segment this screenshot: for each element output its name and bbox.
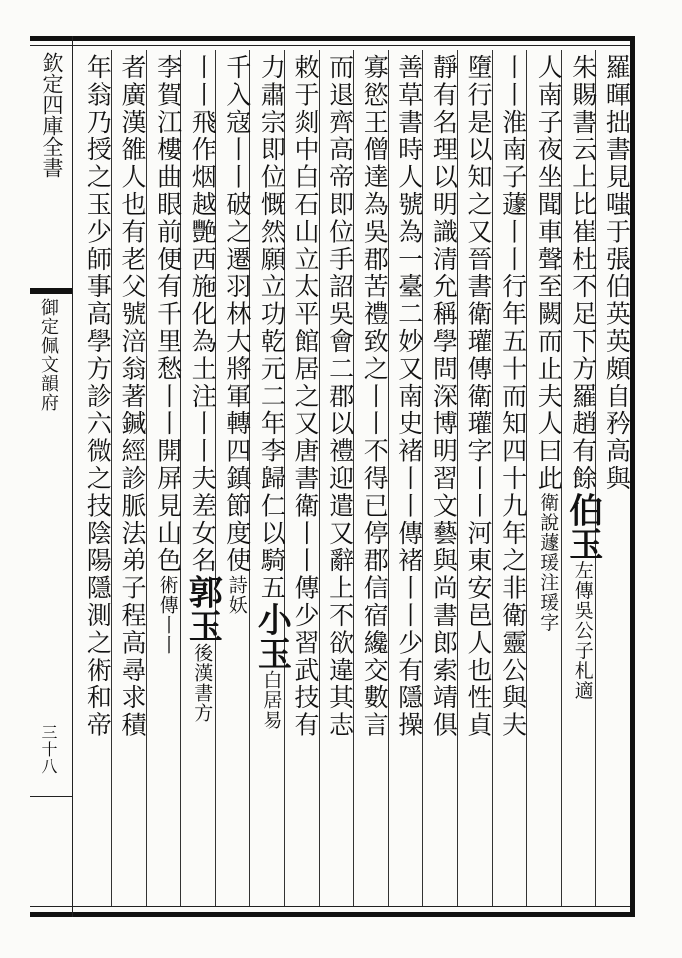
annotation-text: 詩妖 <box>225 574 248 615</box>
column-text: 年翁乃授之玉少師事高學方診六微之技陰陽隱測之術和帝 <box>83 54 113 739</box>
column-text: 而退齊高帝即位手詔吳會二郡以禮迎遣又辭上不欲違其志 <box>325 54 355 739</box>
column-text: 寡慾王僧達為吳郡苦禮致之丨丨不得已停郡信宿纔交數言 <box>360 54 390 739</box>
annotation-text: 衛說蘧瑗注瑗字 <box>537 492 560 633</box>
gutter-divider <box>72 36 73 917</box>
column-text: 者廣漢雒人也有老父號涪翁著鍼經診脈法弟子程高尋求積 <box>118 54 147 739</box>
column-text: 千入寇丨丨破之遷羽林大將軍轉四鎮節度使詩妖 <box>222 54 252 615</box>
gutter-series-title: 欽定四庫全書 <box>40 52 64 178</box>
page-number: 三十八 <box>39 724 58 775</box>
annotation-text: 白居易 <box>260 670 283 730</box>
annotation-text: 左傳吳公子札適 <box>571 560 594 701</box>
frame-top-border <box>30 36 634 41</box>
column-text: 朱賜書云上比崔杜不足下方羅趙有餘伯玉左傳吳公子札適 <box>562 54 603 701</box>
column-text: 敕于剡中白石山立太平館居之又唐書衛丨丨傳少習武技有 <box>291 54 320 739</box>
frame-inner-bottom-rule <box>30 906 630 907</box>
headword-large: 伯玉 <box>562 492 603 561</box>
column-text: 墮行是以知之又晉書衛瓘傳衛瓘字丨丨河東安邑人也性貞 <box>464 54 493 739</box>
column-text: 李賀江樓曲眼前便有千里愁丨丨開屏見山色術傳丨丨 <box>153 54 183 655</box>
fishtail-mark <box>30 288 72 294</box>
column-text: 丨丨飛作烟越艷西施化為土注丨丨夫差女名郭玉後漢書方 <box>182 54 223 723</box>
text-columns <box>76 50 630 906</box>
column-text: 羅暉拙書見嗤于張伯英英頗自矜高與 <box>602 54 632 493</box>
book-title: 御定佩文韻府 <box>38 298 59 412</box>
column-text: 丨丨淮南子蘧丨丨行年五十而知四十九年之非衛靈公與夫 <box>498 54 528 739</box>
frame-bottom-border <box>30 912 634 917</box>
frame-inner-top-rule <box>30 45 630 46</box>
text-column <box>77 54 112 904</box>
column-text: 人南子夜坐聞車聲至闕而止夫人曰此衛說蘧瑗注瑗字 <box>534 54 564 633</box>
annotation-text: 術傳丨丨 <box>156 574 179 655</box>
headword-large: 郭玉 <box>182 574 223 643</box>
page-number-rule <box>30 796 72 797</box>
headword-large: 小玉 <box>251 602 292 670</box>
column-text: 善草書時人號為一臺二妙又南史褚丨丨傳褚丨丨少有隱操 <box>394 54 424 739</box>
annotation-text: 後漢書方 <box>191 642 214 723</box>
column-text: 靜有名理以明識清允稱學問深博明習文藝與尚書郎索靖俱 <box>429 54 459 739</box>
column-text: 力肅宗即位慨然願立功乾元二年李歸仁以騎五小玉白居易 <box>251 54 292 730</box>
